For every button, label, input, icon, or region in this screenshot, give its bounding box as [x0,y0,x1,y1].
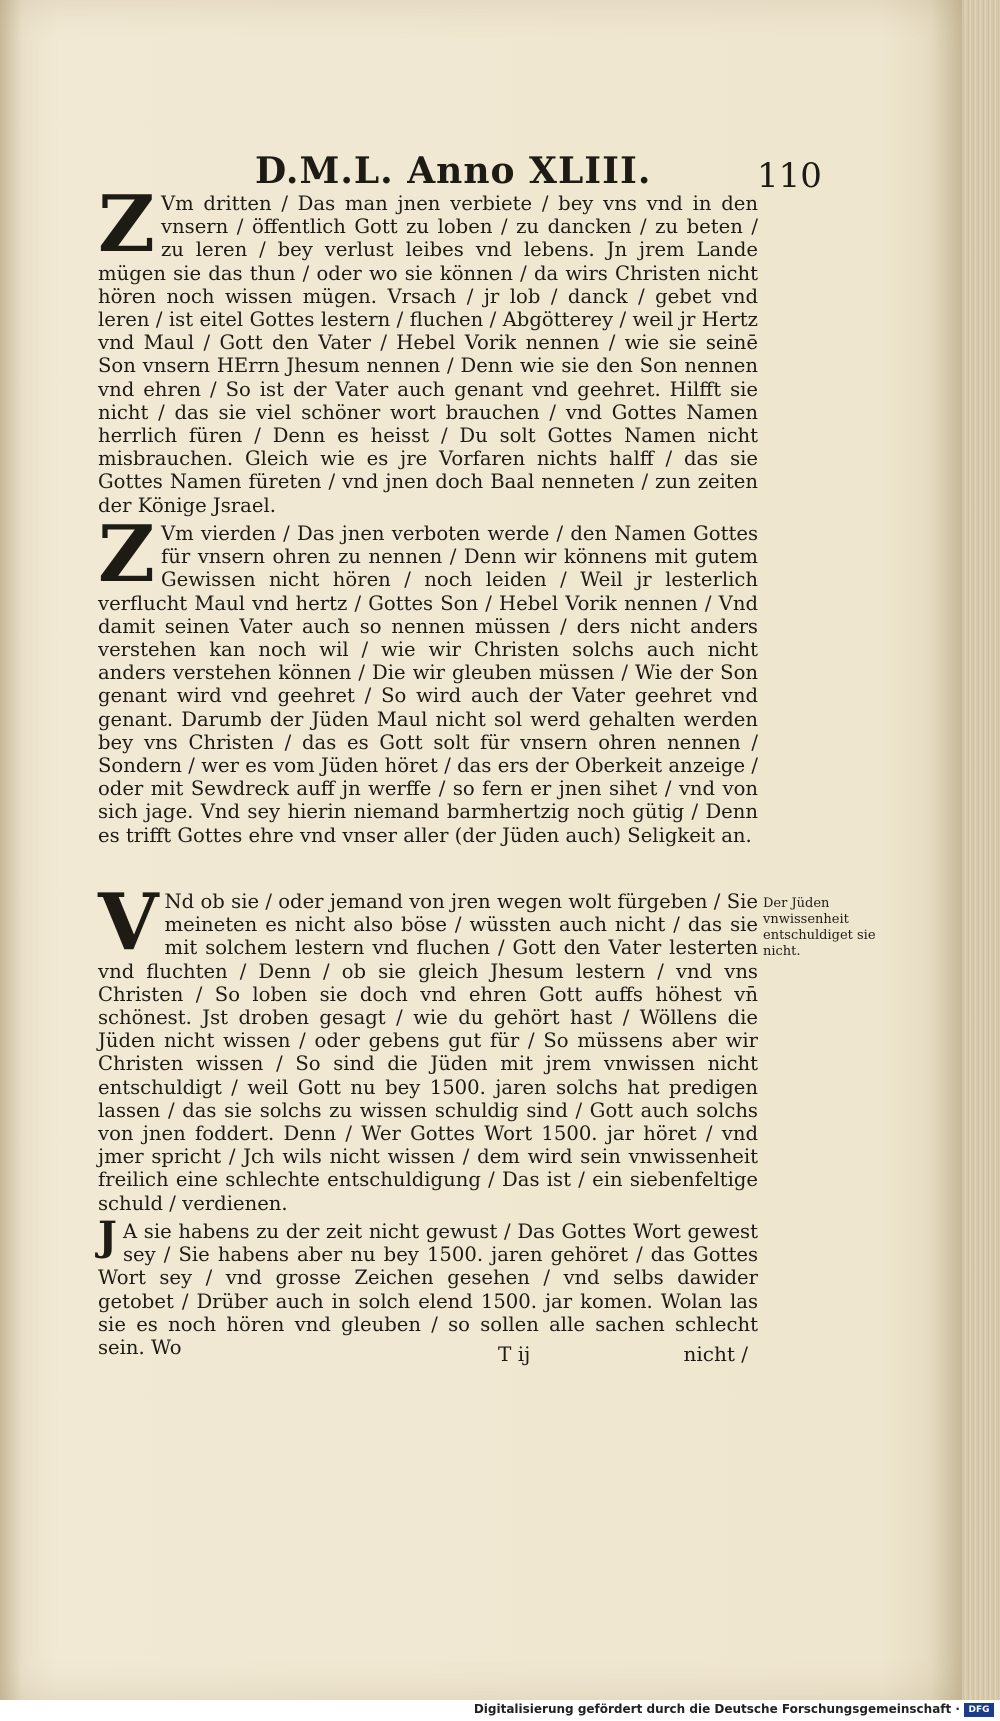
marginal-note: Der Jüden vnwissenheit entschuldiget sie nicht. [763,896,876,959]
folio-number: 110 [757,156,822,196]
paragraph-text: Vm dritten / Das man jnen verbiete / bey vns vnd in den vnsern / öffentlich Gott zu loben / zu dancken / zu beten / zu leren / bey verlust leibes vnd lebens. Jn jrem Lande mügen sie das thun / oder wo sie können / da wirs Christen nicht hören noch wissen mügen. Vrsach / jr lob / danck / gebet vnd leren / ist eitel Gottes lestern / fluchen / Abgötterey / weil jr Hertz vnd Maul / Gott den Vater / Hebel Vorik nennen / wie sie seinē Son vnsern HErrn Jhesum nennen / Denn wie sie den Son nennen vnd ehren / So ist der Vater auch genant vnd geehret. Hilfft sie nicht / das sie viel schöner wort brauchen / vnd Gottes Namen herrlich füren / Denn es heisst / Du solt Gottes Namen nicht misbrauchen. Gleich wie es jre Vorfaren nichts halff / das sie Gottes Namen füreten / vnd jnen doch Baal nenneten / zun zeiten der Könige Jsrael. [98,192,758,517]
signature-mark: T ij [498,1342,531,1366]
signature-line [98,1342,748,1368]
paragraph-text: Vm vierden / Das jnen verboten werde / den Namen Gottes für vnsern ohren zu nennen / Denn wir könnens mit gutem Gewissen nicht hören / noch leiden / Weil jr lesterlich verflucht Maul vnd hertz / Gottes Son / Hebel Vorik nennen / Vnd damit seinen Vater auch so nennen müssen / ders nicht anders verstehen kan noch wil / wie wir Christen solchs auch nicht anders verstehen können / Die wir gleuben müssen / Wie der Son genant wird vnd geehret / So wird auch der Vater geehret vnd genant. Darumb der Jüden Maul nicht sol werd gehalten werden bey vns Christen / das es Gott solt für vnsern ohren nennen / Sondern / wer es vom Jüden höret / das ers der Oberkeit anzeige / oder mit Sewdreck auff jn werffe / so fern er jnen sihet / vnd von sich jage. Vnd sey hierin niemand barmhertzig noch gütig / Denn es trifft Gottes ehre vnd vnser aller (der Jüden auch) Seligkeit an. [98,522,758,847]
drop-initial: Z [98,179,155,270]
paragraph-4 [98,1213,758,1360]
paragraph-text: Nd ob sie / oder jemand von jren wegen wolt fürgeben / Sie meineten es nicht also böse / wüssten auch nicht / das sie mit solchem lestern vnd fluchen / Gott den Vater lesterten vnd fluchten / Denn / ob sie gleich Jhesum lestern / vnd vns Christen / So loben sie doch vnd ehren Gott auffs höhest vn̄ schönest. Jst droben gesagt / wie du gehört hast / Wöllens die Jüden nicht wissen / oder gebens gut für / So müssens aber wir Christen wissen / So sind die Jüden mit jrem vnwissen nicht entschuldigt / weil Gott nu bey 1500. jaren solchs hat predigen lassen / das sie solchs zu wissen schuldig sind / Gott auch solchs von jnen foddert. Denn / Wer Gottes Wort 1500. jar höret / vnd jmer spricht / Jch wils nicht wissen / dem wird sein vnwissenheit freilich eine schlechte entschuldigung / Das ist / ein siebenfeltige schuld / verdienen. [98,890,758,1215]
drop-initial: J [98,1213,117,1260]
dfg-logo-icon: DFG [964,1703,994,1717]
drop-initial: V [98,877,159,968]
page-edge-stack [962,0,1000,1700]
paragraph-text: A sie habens zu der zeit nicht gewust / Das Gottes Wort gewest sey / Sie habens aber nu bey 1500. jaren gehöret / das Gottes Wort sey / vnd grosse Zeichen gesehen / vnd selbs dawider getobet / Drüber auch in solch elend 1500. jar komen. Wolan las sie es noch hören vnd gleuben / so sollen alle sachen schlecht sein. Wo [98,1220,758,1360]
running-head: D.M.L. Anno XLIII. [255,150,652,192]
paragraph-3 [98,877,758,1215]
paragraph-2 [98,509,758,847]
footer-credit: Digitalisierung gefördert durch die Deutsche Forschungsgemeinschaft · [473,1702,960,1716]
drop-initial: Z [98,509,155,600]
paragraph-1 [98,179,758,517]
catchword: nicht / [683,1342,748,1366]
